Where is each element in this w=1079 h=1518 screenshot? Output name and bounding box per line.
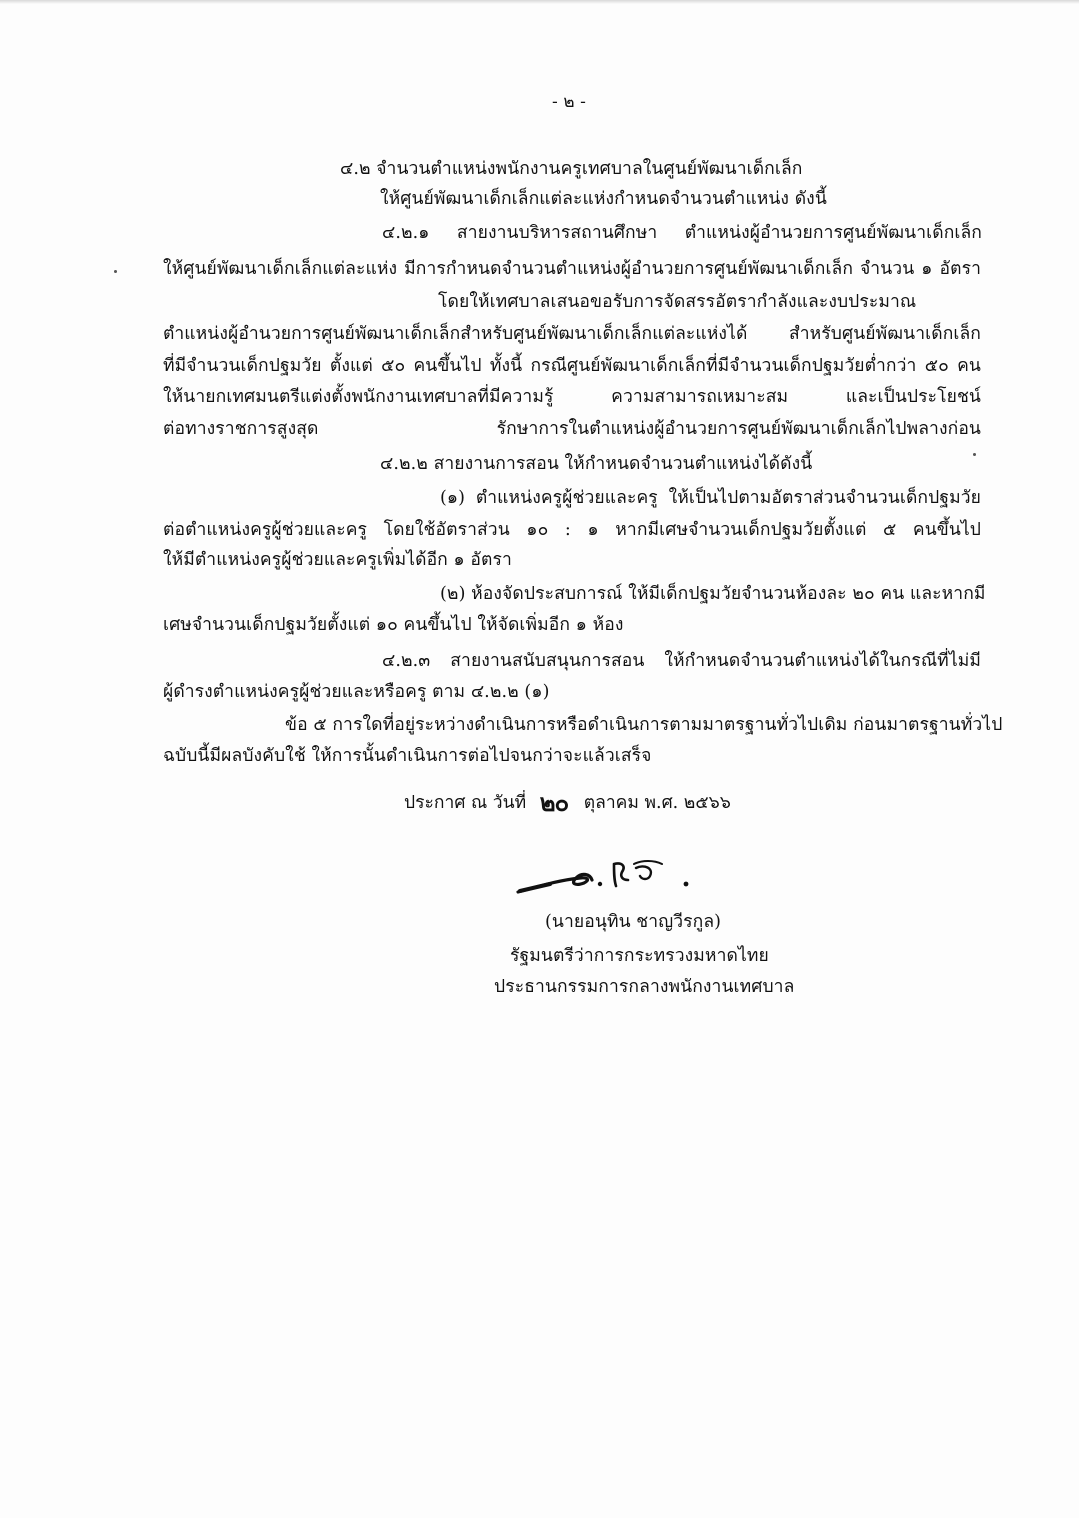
paragraph-line: ฉบับนี้มีผลบังคับใช้ ให้การนั้นดำเนินการต่อไปจนกว่าจะแล้วเสร็จ	[163, 746, 652, 766]
paragraph-line: (๑) ตำแหน่งครูผู้ช่วยและครู ให้เป็นไปตามอัตราส่วนจำนวนเด็กปฐมวัย	[440, 488, 981, 508]
paragraph-line: ผู้ดำรงตำแหน่งครูผู้ช่วยและหรือครู ตาม ๔.๒.๒ (๑)	[163, 682, 550, 702]
paragraph-line: เศษจำนวนเด็กปฐมวัยตั้งแต่ ๑๐ คนขึ้นไป ให้จัดเพิ่มอีก ๑ ห้อง	[163, 615, 624, 635]
paragraph-line: ที่มีจำนวนเด็กปฐมวัย ตั้งแต่ ๕๐ คนขึ้นไป ทั้งนี้ กรณีศูนย์พัฒนาเด็กเล็กที่มีจำนวนเด็กปฐมวัยต่ำกว่า ๕๐ คน	[163, 356, 981, 376]
signatory-name: (นายอนุทิน ชาญวีรกูล)	[545, 912, 722, 932]
handwritten-signature	[510, 850, 700, 900]
announcement-date	[404, 790, 731, 815]
paragraph-line: ๔.๒.๓ สายงานสนับสนุนการสอน ให้กำหนดจำนวนตำแหน่งได้ในกรณีที่ไม่มี	[382, 651, 981, 671]
paragraph-line: ๔.๒.๒ สายงานการสอน ให้กำหนดจำนวนตำแหน่งได้ดังนี้	[380, 454, 813, 474]
date-prefix: ประกาศ ณ วันที่	[404, 792, 527, 813]
page-number: - ๒ -	[552, 92, 587, 112]
paragraph-line: ให้นายกเทศมนตรีแต่งตั้งพนักงานเทศบาลที่มีความรู้ ความสามารถเหมาะสม และเป็นประโยชน์	[163, 387, 981, 407]
scan-speck	[973, 453, 976, 456]
paragraph-line: ต่อตำแหน่งครูผู้ช่วยและครู โดยใช้อัตราส่วน ๑๐ : ๑ หากมีเศษจำนวนเด็กปฐมวัยตั้งแต่ ๕ คนขึ้นไป	[163, 520, 981, 540]
scan-speck	[114, 270, 117, 273]
paragraph-line: (๒) ห้องจัดประสบการณ์ ให้มีเด็กปฐมวัยจำนวนห้องละ ๒๐ คน และหากมี	[440, 584, 986, 604]
paragraph-line: ๔.๒.๑ สายงานบริหารสถานศึกษา ตำแหน่งผู้อำนวยการศูนย์พัฒนาเด็กเล็ก	[382, 223, 982, 243]
paragraph-line: ตำแหน่งผู้อำนวยการศูนย์พัฒนาเด็กเล็กสำหรับศูนย์พัฒนาเด็กเล็กแต่ละแห่งได้ สำหรับศูนย์พัฒนาเด็กเล็ก	[163, 324, 981, 344]
paragraph-line: ให้มีตำแหน่งครูผู้ช่วยและครูเพิ่มได้อีก ๑ อัตรา	[163, 550, 512, 570]
section-heading-4-2: ๔.๒ จำนวนตำแหน่งพนักงานครูเทศบาลในศูนย์พัฒนาเด็กเล็ก	[340, 159, 803, 179]
paragraph-line: โดยให้เทศบาลเสนอขอรับการจัดสรรอัตรากำลังและงบประมาณ	[438, 292, 917, 312]
signatory-title: รัฐมนตรีว่าการกระทรวงมหาดไทย	[510, 946, 769, 966]
paragraph-line: ต่อทางราชการสูงสุด รักษาการในตำแหน่งผู้อำนวยการศูนย์พัฒนาเด็กเล็กไปพลางก่อน	[163, 419, 981, 439]
date-month-year: ตุลาคม พ.ศ. ๒๕๖๖	[583, 792, 731, 813]
paragraph-line: ข้อ ๕ การใดที่อยู่ระหว่างดำเนินการหรือดำเนินการตามมาตรฐานทั่วไปเดิม ก่อนมาตรฐานทั่วไป	[285, 715, 1003, 735]
date-day: ๒๐	[539, 788, 569, 817]
paragraph-line: ให้ศูนย์พัฒนาเด็กเล็กแต่ละแห่งกำหนดจำนวนตำแหน่ง ดังนี้	[380, 189, 827, 209]
scan-top-edge	[0, 0, 1079, 4]
paragraph-line: ให้ศูนย์พัฒนาเด็กเล็กแต่ละแห่ง มีการกำหนดจำนวนตำแหน่งผู้อำนวยการศูนย์พัฒนาเด็กเล็ก จำนวน ๑ อัตรา	[163, 259, 981, 279]
signatory-title: ประธานกรรมการกลางพนักงานเทศบาล	[494, 977, 795, 997]
